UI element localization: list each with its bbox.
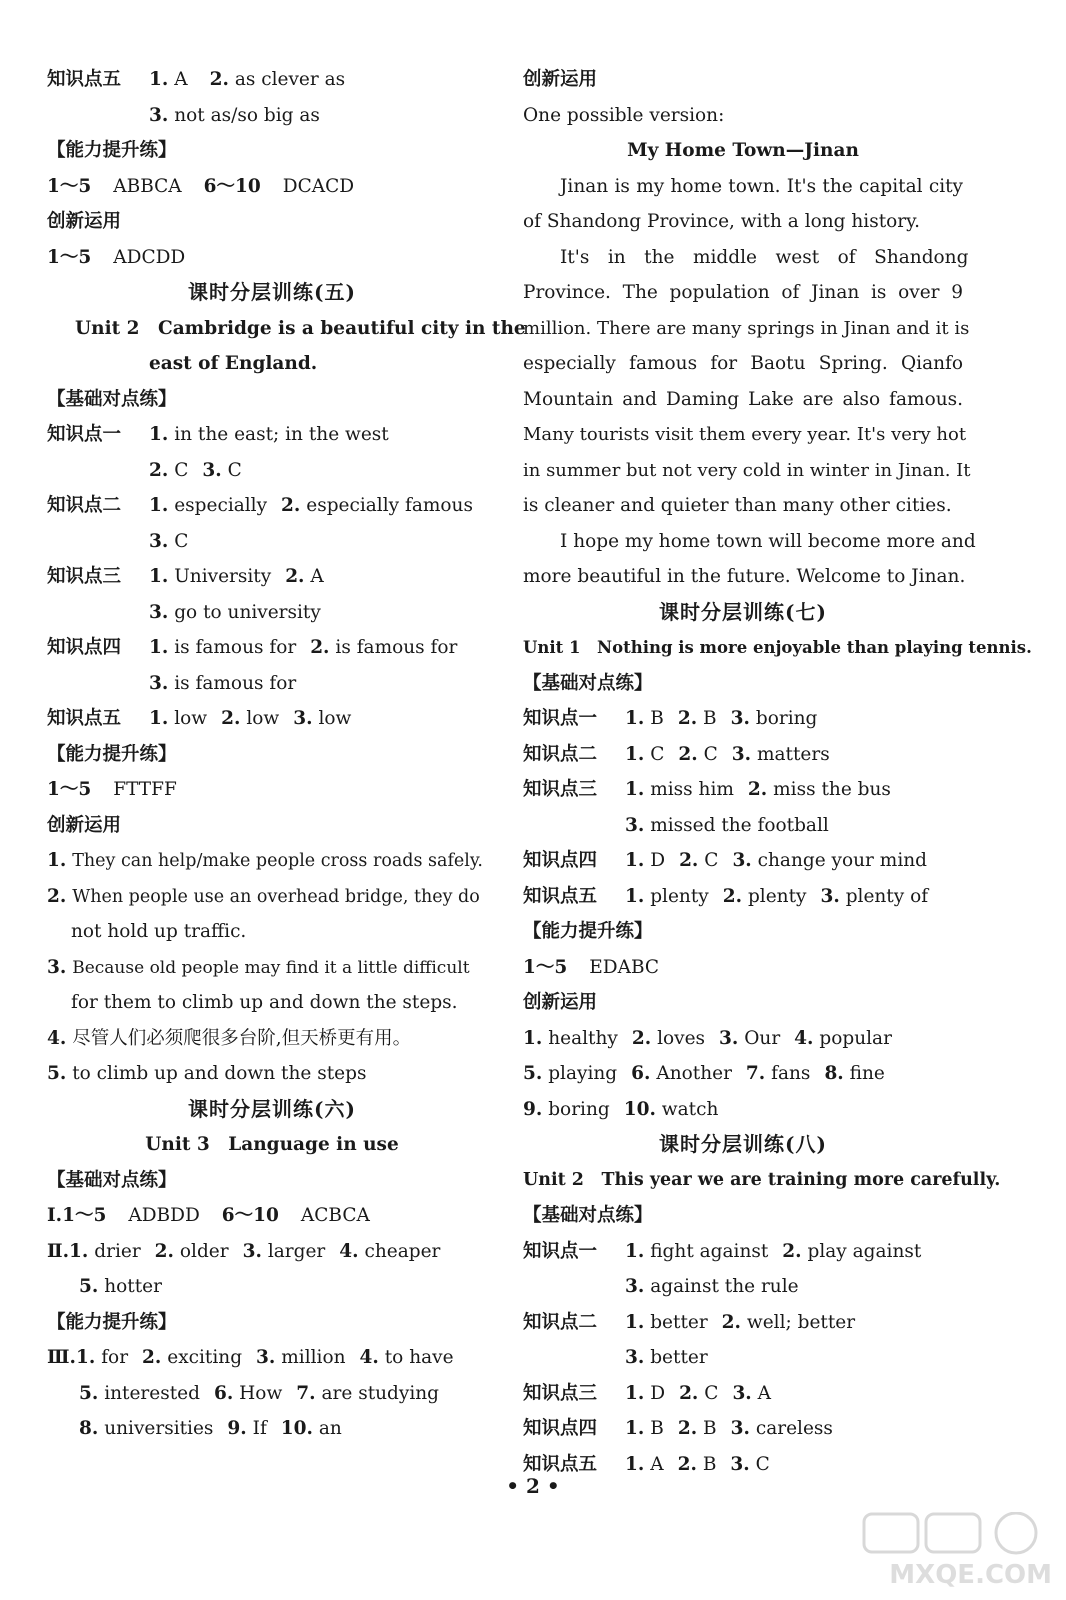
answer: not as/so big as	[174, 104, 320, 126]
item-number: 7.	[296, 1382, 316, 1404]
answer: B	[703, 708, 717, 729]
answer: boring	[755, 708, 818, 729]
item-number: 2.	[679, 1382, 699, 1404]
item-number: 2.	[47, 885, 67, 907]
knowledge-point-label: 知识点二	[47, 495, 122, 516]
answer: interested	[104, 1382, 200, 1404]
answer-line	[523, 1376, 963, 1412]
answer-line	[523, 879, 963, 915]
item-range: 6～10	[203, 175, 261, 197]
watermark	[856, 1512, 1056, 1592]
item-number: 1.	[149, 566, 169, 587]
right-column	[523, 62, 1032, 1482]
item-number: 1.	[149, 424, 169, 445]
answer: They can help/make people cross roads safely.	[72, 851, 483, 871]
item-number: 1.	[625, 779, 645, 800]
answer: against the rule	[650, 1276, 799, 1297]
item-number: 3.	[730, 1453, 750, 1475]
lesson-title: 课时分层训练(五)	[188, 280, 356, 304]
answer: C	[755, 1453, 770, 1475]
answer: change your mind	[757, 850, 927, 871]
item-number: 3.	[149, 530, 169, 552]
knowledge-point-label: 知识点四	[47, 637, 122, 658]
answer: C	[227, 459, 242, 481]
answer: plenty of	[845, 885, 929, 907]
left-column	[47, 62, 526, 1447]
answer-line	[47, 879, 497, 915]
answer-line	[47, 1234, 497, 1270]
item-number: 2.	[678, 743, 698, 765]
item-number: 2.	[142, 1347, 162, 1368]
essay-line: is cleaner and quieter than many other cities.	[523, 495, 952, 516]
section-heading: 【基础对点练】	[47, 1169, 177, 1191]
answer: C	[703, 743, 718, 765]
knowledge-point-label: 知识点二	[523, 743, 598, 765]
item-number: 3.	[242, 1240, 262, 1262]
answer: FTTFF	[113, 779, 177, 800]
item-range: 1～5	[47, 779, 92, 800]
item-range: 1～5	[47, 246, 92, 268]
answer-line	[523, 1411, 963, 1447]
essay-title: My Home Town—Jinan	[627, 140, 859, 161]
item-number: 3.	[730, 708, 750, 729]
answer: Another	[656, 1063, 732, 1084]
answer-line	[47, 1269, 497, 1305]
watermark-text: MXQE.COM	[889, 1560, 1052, 1590]
answer: an	[318, 1418, 342, 1439]
answer-line	[47, 666, 497, 702]
answer: D	[650, 850, 666, 871]
answer-line	[47, 1340, 497, 1376]
answer-line	[47, 559, 497, 595]
item-number: 7.	[745, 1063, 766, 1084]
answer: for	[101, 1347, 129, 1368]
answer: C	[174, 530, 189, 552]
item-number: 2.	[782, 1240, 802, 1262]
knowledge-point-label: 知识点三	[523, 779, 598, 800]
answer: older	[179, 1240, 229, 1262]
item-number: 1.	[149, 708, 169, 729]
item-number: 4.	[359, 1347, 379, 1368]
item-number: 2.	[154, 1240, 174, 1262]
answer-line	[47, 772, 497, 808]
item-number: 1.	[69, 1240, 89, 1262]
essay-line: Jinan is my home town. It's the capital city	[560, 175, 963, 197]
answer: drier	[94, 1240, 141, 1262]
answer-line-cont: for them to climb up and down the steps.	[71, 992, 458, 1013]
answer: A	[757, 1382, 772, 1404]
answer-line	[47, 950, 497, 986]
item-number: 3.	[293, 708, 313, 729]
item-number: 9.	[523, 1098, 543, 1120]
roman-numeral: Ⅲ.	[47, 1347, 76, 1368]
answer-line	[523, 808, 963, 844]
answer: University	[174, 566, 272, 587]
answer: universities	[104, 1418, 214, 1439]
answer: Because old people may find it a little difficult	[72, 957, 470, 978]
knowledge-point-label: 知识点五	[47, 708, 122, 729]
item-number: 1.	[625, 1382, 645, 1404]
section-heading: 创新运用	[47, 814, 122, 836]
item-number: 2.	[679, 850, 699, 871]
item-number: 3.	[47, 956, 67, 978]
answer: low	[318, 708, 352, 729]
answer: popular	[819, 1027, 892, 1049]
answer: is famous for	[335, 637, 458, 658]
answer-line	[47, 1056, 497, 1092]
answer: million	[281, 1347, 346, 1368]
answer: low	[246, 708, 280, 729]
item-number: 1.	[625, 708, 645, 729]
knowledge-point-label: 知识点一	[523, 708, 598, 729]
item-number: 1.	[625, 1311, 645, 1333]
answer: plenty	[747, 885, 807, 907]
unit-title: Unit 2 This year we are training more carefully.	[523, 1169, 1001, 1190]
answer-line	[523, 843, 963, 879]
section-heading: 【基础对点练】	[523, 1205, 653, 1226]
answer: C	[650, 743, 665, 765]
item-number: 2.	[747, 779, 768, 800]
answer: in the east; in the west	[174, 424, 389, 445]
answer-line	[47, 1376, 497, 1412]
essay-line: especially famous for Baotu Spring. Qianfo	[523, 353, 963, 374]
item-number: 2.	[721, 1311, 741, 1333]
answer: When people use an overhead bridge, they do	[72, 886, 480, 907]
item-number: 3.	[820, 885, 840, 907]
answer-line	[47, 98, 497, 134]
item-number: 3.	[149, 601, 169, 623]
answer-line	[523, 1305, 963, 1341]
answer-line	[47, 1198, 497, 1234]
unit-title-cont: east of England.	[149, 353, 318, 374]
answer-line	[523, 1092, 963, 1128]
answer: better	[650, 1311, 708, 1333]
answer-line-cont: not hold up traffic.	[71, 921, 247, 942]
item-number: 5.	[79, 1382, 99, 1404]
answer: miss him	[650, 779, 734, 800]
unit-title: Unit 3 Language in use	[145, 1134, 399, 1155]
answer: is famous for	[174, 637, 297, 658]
knowledge-point-label: 知识点一	[523, 1240, 598, 1262]
lesson-title: 课时分层训练(七)	[659, 599, 827, 624]
answer-line	[47, 630, 497, 666]
unit-title: Unit 1 Nothing is more enjoyable than playing tennis.	[523, 638, 1032, 657]
answer-line	[523, 772, 963, 808]
item-number: 1.	[625, 1418, 645, 1439]
item-number: 3.	[731, 743, 752, 765]
answer: as clever as	[234, 69, 346, 90]
item-number: 5.	[523, 1063, 543, 1084]
lesson-title: 课时分层训练(八)	[659, 1132, 827, 1156]
page-number: • 2 •	[506, 1474, 560, 1498]
answer-line	[523, 1021, 963, 1057]
section-heading: 【能力提升练】	[47, 1311, 177, 1333]
knowledge-point-label: 知识点四	[523, 850, 598, 871]
knowledge-point-label: 知识点五	[47, 69, 122, 90]
answer-line	[523, 1269, 963, 1305]
answer-line	[47, 595, 497, 631]
item-number: 1.	[47, 850, 67, 871]
essay-line: in summer but not very cold in winter in Jinan. It	[523, 459, 971, 481]
answer: missed the football	[650, 814, 829, 836]
item-number: 10.	[280, 1418, 313, 1439]
answer-line	[523, 1234, 963, 1270]
answer: A	[310, 566, 324, 587]
item-number: 1.	[625, 885, 645, 907]
answer: careless	[755, 1418, 833, 1439]
knowledge-point-label: 知识点五	[523, 1453, 598, 1475]
item-number: 2.	[677, 1418, 698, 1439]
item-number: 2.	[209, 69, 229, 90]
answer: playing	[548, 1063, 618, 1084]
answer: fans	[771, 1063, 811, 1084]
item-number: 1.	[625, 743, 645, 765]
item-number: 2.	[631, 1027, 652, 1049]
section-heading: 【基础对点练】	[523, 672, 653, 694]
item-number: 3.	[625, 1347, 645, 1368]
answer: C	[174, 459, 189, 481]
answer: play against	[807, 1240, 922, 1262]
item-number: 3.	[730, 1418, 750, 1439]
item-number: 2.	[677, 708, 698, 729]
lesson-title: 课时分层训练(六)	[188, 1096, 356, 1121]
item-number: 3.	[256, 1347, 276, 1368]
item-number: 8.	[79, 1418, 99, 1439]
essay-line: more beautiful in the future. Welcome to Jinan.	[523, 566, 966, 587]
section-heading: 【基础对点练】	[47, 388, 177, 410]
item-range: Ⅰ.1～5	[47, 1205, 107, 1226]
answer: B	[702, 1453, 717, 1475]
item-number: 6.	[213, 1382, 234, 1404]
answer: Our	[744, 1027, 781, 1049]
section-heading: 【能力提升练】	[47, 743, 177, 765]
item-number: 4.	[47, 1027, 67, 1049]
answer-line	[47, 417, 497, 453]
answer: fine	[849, 1063, 885, 1084]
answer: matters	[756, 743, 830, 765]
essay-line: million. There are many springs in Jinan and it is	[523, 317, 970, 339]
item-number: 2.	[221, 708, 241, 729]
item-number: 1.	[75, 1347, 96, 1368]
answer-line	[47, 843, 497, 879]
answer: B	[650, 708, 664, 729]
essay-line: It's in the middle west of Shandong	[560, 246, 969, 268]
section-heading: 【能力提升练】	[47, 140, 177, 161]
item-number: 5.	[79, 1276, 99, 1297]
answer: DCACD	[282, 175, 355, 197]
item-number: 1.	[625, 850, 645, 871]
answer-line	[47, 1411, 497, 1447]
answer: watch	[661, 1098, 719, 1120]
answer: hotter	[104, 1276, 162, 1297]
item-number: 2.	[281, 495, 301, 516]
essay-line: Province. The population of Jinan is over 9	[523, 282, 963, 303]
answer: to climb up and down the steps	[72, 1063, 367, 1084]
section-heading: 【能力提升练】	[523, 921, 653, 942]
answer-line	[47, 169, 497, 205]
answer: ACBCA	[300, 1205, 370, 1226]
answer: miss the bus	[773, 779, 891, 800]
knowledge-point-label: 知识点三	[523, 1382, 598, 1404]
answer-line	[47, 1021, 497, 1057]
answer: EDABC	[589, 956, 660, 978]
essay-line: of Shandong Province, with a long history.	[523, 211, 921, 232]
item-number: 3.	[202, 459, 222, 481]
answer-line	[523, 950, 963, 986]
item-number: 1.	[625, 1453, 645, 1475]
item-number: 2.	[149, 459, 169, 481]
section-heading: 创新运用	[523, 992, 598, 1013]
essay-intro: One possible version:	[523, 104, 725, 126]
item-range: 1～5	[47, 175, 92, 197]
answer-line	[47, 240, 497, 276]
essay-line: Mountain and Daming Lake are also famous.	[523, 388, 963, 410]
answer: D	[650, 1382, 666, 1404]
answer-line	[47, 62, 497, 98]
answer: better	[650, 1347, 708, 1368]
knowledge-point-label: 知识点四	[523, 1418, 598, 1439]
section-heading: 创新运用	[523, 69, 598, 90]
item-range: 6～10	[221, 1205, 279, 1226]
item-number: 1.	[625, 1240, 645, 1262]
unit-title: Unit 2 Cambridge is a beautiful city in the	[75, 317, 526, 339]
item-number: 2.	[722, 885, 743, 907]
item-number: 3.	[625, 1276, 645, 1297]
answer: is famous for	[174, 672, 297, 694]
answer: boring	[548, 1098, 610, 1120]
answer: ADBDD	[128, 1205, 200, 1226]
answer: fight against	[650, 1240, 769, 1262]
answer: go to university	[174, 601, 321, 623]
item-number: 3.	[149, 104, 169, 126]
essay-line: Many tourists visit them every year. It's very hot	[523, 424, 967, 445]
answer-line	[47, 488, 497, 524]
item-range: 1～5	[523, 956, 568, 978]
answer: low	[174, 708, 208, 729]
section-heading: 创新运用	[47, 211, 122, 232]
answer-line	[523, 1056, 963, 1092]
item-number: 3.	[719, 1027, 739, 1049]
knowledge-point-label: 知识点一	[47, 424, 122, 445]
item-number: 10.	[623, 1098, 656, 1120]
answer: If	[252, 1418, 267, 1439]
item-number: 1.	[149, 637, 169, 658]
answer-line	[523, 737, 963, 773]
answer: especially famous	[306, 495, 473, 516]
knowledge-point-label: 知识点二	[523, 1311, 598, 1333]
answer: especially	[174, 495, 268, 516]
answer: healthy	[548, 1027, 618, 1049]
answer: larger	[267, 1240, 326, 1262]
answer: are studying	[321, 1382, 440, 1404]
answer-line	[47, 524, 497, 560]
answer: ADCDD	[113, 246, 186, 268]
answer: How	[239, 1382, 283, 1404]
answer-line	[47, 453, 497, 489]
item-number: 3.	[625, 814, 645, 836]
answer: to have	[384, 1347, 454, 1368]
answer: B	[650, 1418, 664, 1439]
answer: exciting	[167, 1347, 243, 1368]
answer: ABBCA	[113, 175, 182, 197]
item-number: 3.	[149, 672, 169, 694]
item-number: 4.	[794, 1027, 814, 1049]
roman-numeral: Ⅱ.	[47, 1240, 70, 1262]
item-number: 4.	[339, 1240, 359, 1262]
answer-line	[523, 701, 963, 737]
item-number: 2.	[677, 1453, 697, 1475]
answer: plenty	[650, 885, 709, 907]
answer: C	[704, 1382, 719, 1404]
answer: C	[704, 850, 719, 871]
item-number: 8.	[824, 1063, 844, 1084]
knowledge-point-label: 知识点三	[47, 566, 122, 587]
item-number: 1.	[149, 495, 169, 516]
item-number: 2.	[310, 637, 330, 658]
item-number: 3.	[732, 850, 752, 871]
answer-line	[47, 701, 497, 737]
answer: 尽管人们必须爬很多台阶,但天桥更有用。	[72, 1027, 412, 1049]
item-number: 2.	[285, 566, 305, 587]
answer: cheaper	[364, 1240, 441, 1262]
answer: well; better	[746, 1311, 856, 1333]
answer: loves	[657, 1027, 706, 1049]
item-number: 9.	[227, 1418, 247, 1439]
item-number: 3.	[732, 1382, 752, 1404]
item-number: 6.	[631, 1063, 651, 1084]
knowledge-point-label: 知识点五	[523, 885, 598, 907]
item-number: 1.	[149, 69, 169, 90]
item-number: 5.	[47, 1063, 67, 1084]
essay-line: I hope my home town will become more and	[560, 530, 976, 552]
answer: A	[174, 69, 188, 90]
answer: B	[703, 1418, 717, 1439]
item-number: 1.	[523, 1027, 543, 1049]
answer: A	[650, 1453, 664, 1475]
answer-line	[523, 1340, 963, 1376]
